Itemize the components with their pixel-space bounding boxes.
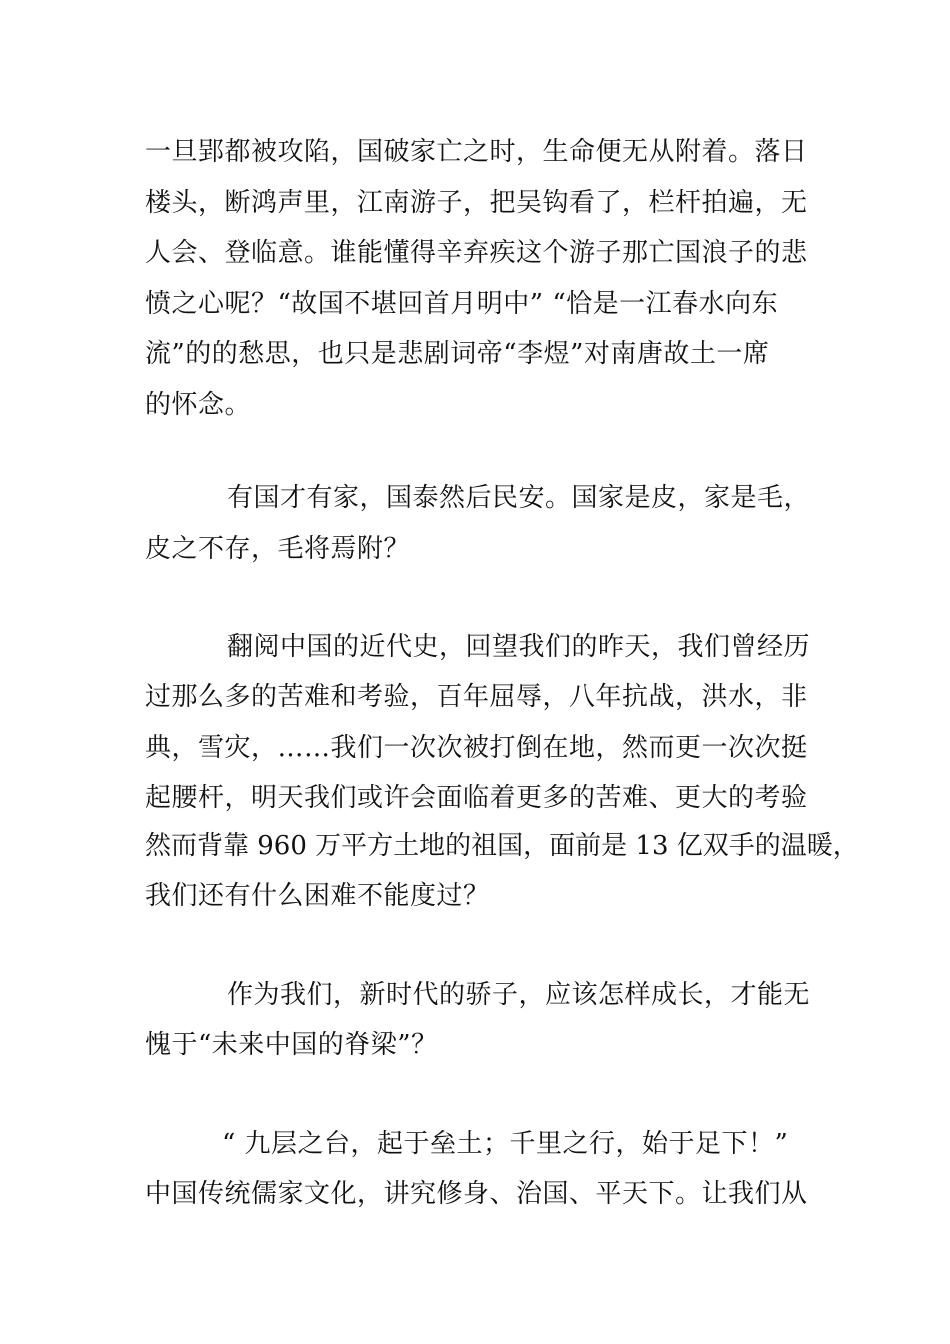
text-line: 愧于“未来中国的脊梁”？ [145,1030,438,1060]
text-line: 翻阅中国的近代史，回望我们的昨天，我们曾经历 [227,632,811,662]
text-line: 起腰杆，明天我们或许会面临着更多的苦难、更大的考验 [145,783,808,813]
text-line: 过那么多的苦难和考验，百年屈辱，八年抗战，洪水，非 [145,682,808,712]
text-line: 一旦郢都被攻陷，国破家亡之时，生命便无从附着。落日 [145,137,808,167]
text-line: “ 九层之台，起于垒土；千里之行，始于足下！” [222,1129,789,1159]
text-line: 作为我们，新时代的骄子，应该怎样成长，才能无 [227,980,811,1010]
text-line: 的怀念。 [145,390,252,420]
text-line: 皮之不存，毛将焉附？ [145,534,411,564]
text-line: 人会、登临意。谁能懂得辛弃疾这个游子那亡国浪子的悲 [145,238,808,268]
text-line: 有国才有家，国泰然后民安。国家是皮，家是毛， [227,483,811,513]
text-line: 我们还有什么困难不能度过？ [145,881,490,911]
text-line: 然而背靠 960 万平方土地的祖国，面前是 13 亿双手的温暖， [145,831,859,861]
text-line: 愤之心呢？“故国不堪回首月明中” “恰是一江春水向东 [145,289,779,319]
text-line: 楼头，断鸿声里，江南游子，把吴钩看了，栏杆拍遍，无 [145,188,808,218]
text-line: 流”的的愁思，也只是悲剧词帝“李煜”对南唐故土一席 [145,339,770,369]
text-line: 典，雪灾，……我们一次次被打倒在地，然而更一次次挺 [145,733,808,763]
text-line: 中国传统儒家文化，讲究修身、治国、平天下。让我们从 [145,1179,808,1209]
